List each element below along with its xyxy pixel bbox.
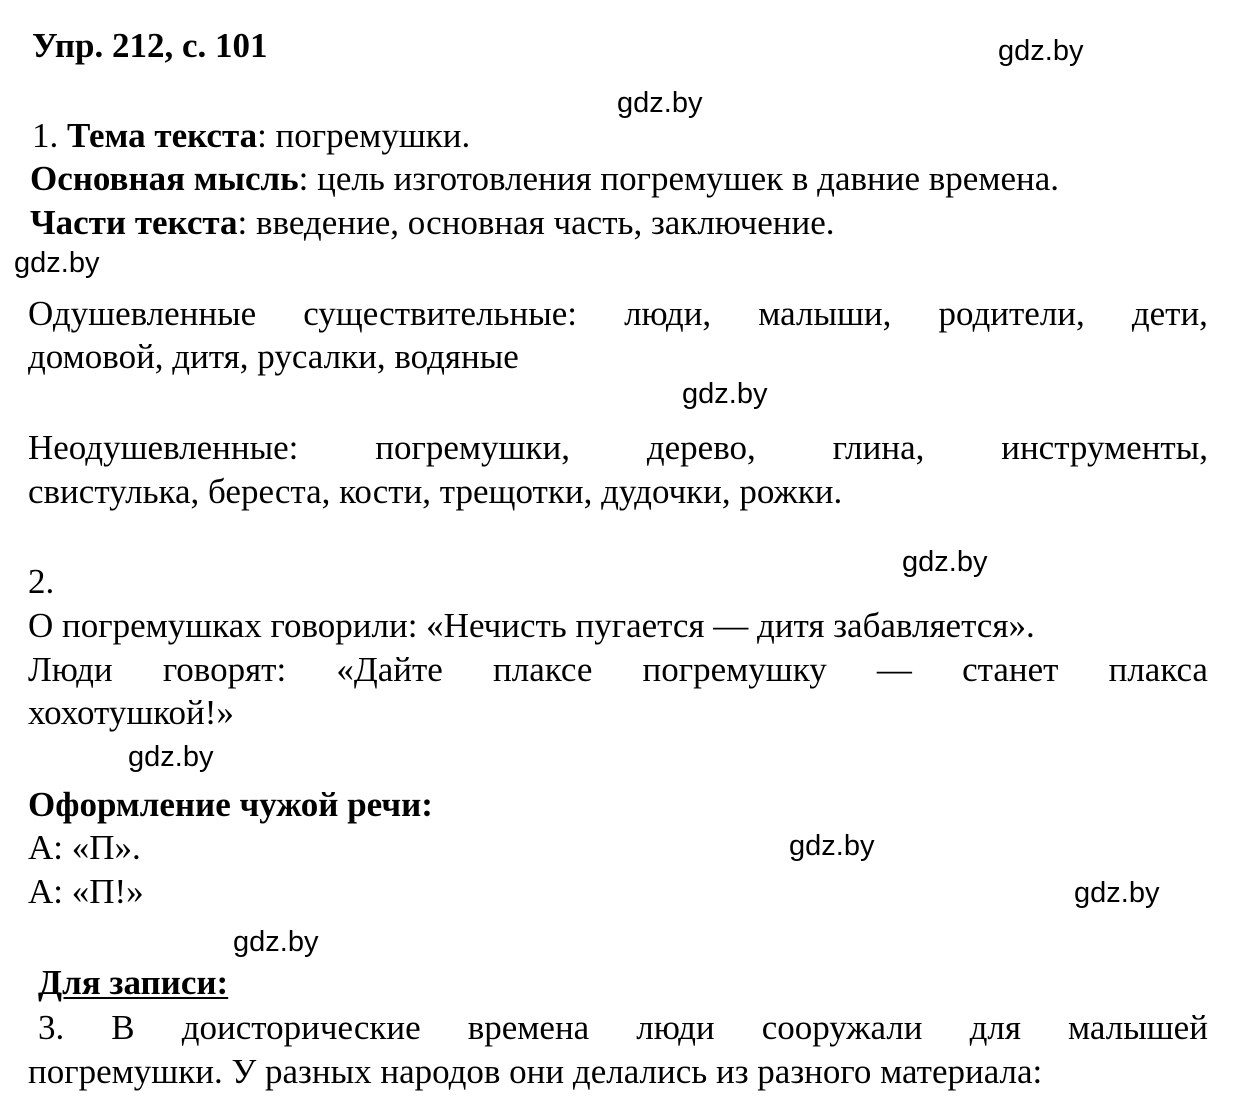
speech-scheme-1: А: «П». [28,828,141,867]
inanimate-nouns-line: Неодушевленные: погремушки, дерево, глина, инструменты, [28,428,1208,467]
watermark: gdz.by [1074,877,1160,909]
idea-value: : цель изготовления погремушек в давние времена. [298,159,1060,198]
record-line-1: 3. В доисторические времена люди сооружали для малышей [38,1008,1208,1047]
inanimate-nouns-line-2: свистулька, береста, кости, трещотки, дудочки, рожки. [28,472,843,511]
watermark: gdz.by [617,87,703,119]
record-line-2: погремушки. У разных народов они делались из разного материала: [28,1052,1043,1091]
parts-value: : введение, основная часть, заключение. [237,203,835,242]
watermark: gdz.by [233,926,319,958]
topic-line [32,116,470,156]
watermark: gdz.by [902,546,988,578]
watermark: gdz.by [998,35,1084,67]
animate-nouns-line: Одушевленные существительные: люди, малыши, родители, дети, [28,294,1208,333]
watermark: gdz.by [14,247,100,279]
page-title: Упр. 212, с. 101 [32,26,268,65]
idea-line [30,159,1059,199]
watermark: gdz.by [789,830,875,862]
section-number: 2. [28,562,55,601]
quote-line-1: О погремушках говорили: «Нечисть пугается — дитя забавляется». [28,606,1035,645]
parts-line [30,203,834,243]
quote-line-3: хохотушкой!» [28,693,234,732]
section-number: 1. [32,116,59,155]
parts-label: Части текста [30,203,238,242]
quote-line-2: Люди говорят: «Дайте плаксе погремушку — станет плакса [28,650,1208,689]
speech-scheme-2: А: «П!» [28,872,144,911]
watermark: gdz.by [128,741,214,773]
speech-heading: Оформление чужой речи: [28,785,433,824]
idea-label: Основная мысль [30,159,299,198]
topic-value: : погремушки. [257,116,471,155]
animate-nouns-line-2: домовой, дитя, русалки, водяные [28,337,519,376]
watermark: gdz.by [682,378,768,410]
record-heading: Для записи: [38,963,229,1002]
topic-label: Тема текста [67,116,258,155]
